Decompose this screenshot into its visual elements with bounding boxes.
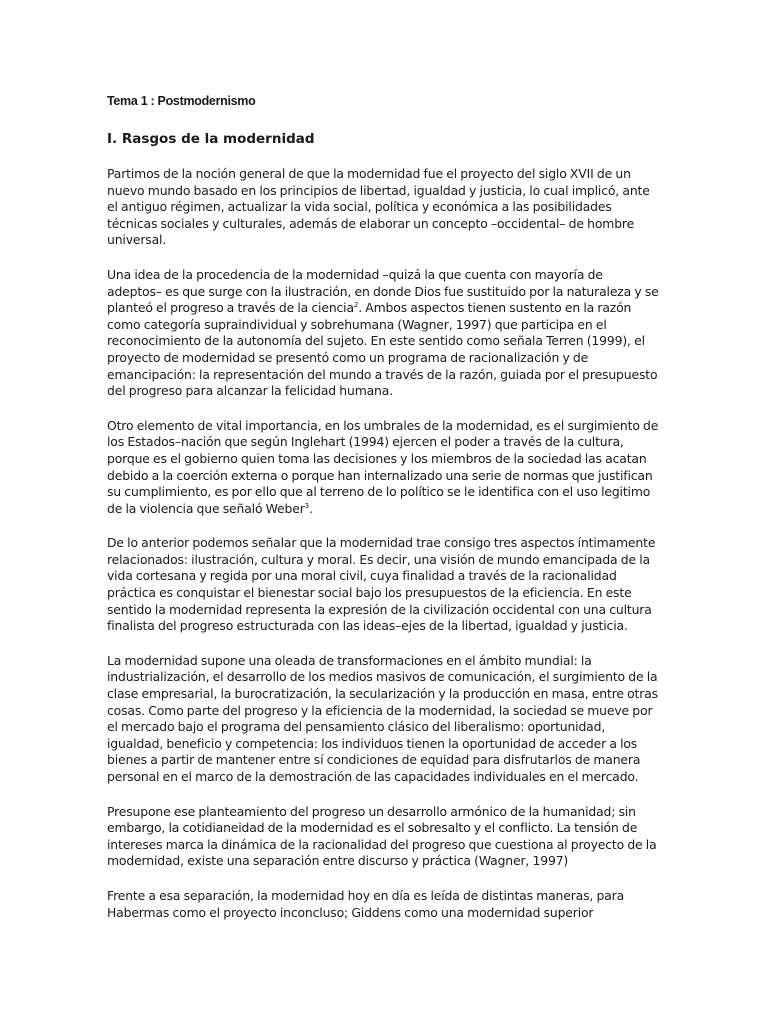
section-heading: I. Rasgos de la modernidad xyxy=(107,131,315,147)
paragraph-text: Presupone ese planteamiento del progreso un desarrollo armónico de la humanidad; sin embargo, la cotidianeidad de la modernidad es el sobresalto y el conflicto. La tensión de intereses marca la dinámica de la racionalidad del progreso que cuestiona al proyecto de la modernidad, existe una separación entre discurso y práctica (Wagner, 1997) xyxy=(107,803,657,869)
footnote-marker: 2 xyxy=(353,301,359,310)
paragraph xyxy=(107,418,660,518)
paragraph-text: . xyxy=(308,500,313,516)
paragraph-text: . Ambos aspectos tienen sustento en la razón como categoría supraindividual y sobrehumana (Wagner, 1997) que participa en el reconocimiento de la autonomía del sujeto. En este sentido como señala Terren (1999), el proyecto de modernidad se presentó como un programa de racionalización y de emancipación: la representación del mundo a través de la razón, guiada por el presupuesto del progreso para alcanzar la felicidad humana. xyxy=(107,300,658,399)
document-page xyxy=(107,92,660,939)
paragraph-text: De lo anterior podemos señalar que la modernidad trae consigo tres aspectos íntimamente relacionados: ilustración, cultura y moral. Es decir, una visión de mundo emancipada de la vida cortesana y regida por una moral civil, cuya finalidad a través de la racionalidad práctica es conquistar el bienestar social bajo los presupuestos de la eficiencia. En este sentido la modernidad representa la expresión de la civilización occidental con una cultura finalista del progreso estructurada con las ideas–ejes de la libertad, igualdad y justicia. xyxy=(107,535,656,634)
paragraph-text: Otro elemento de vital importancia, en los umbrales de la modernidad, es el surgimiento de los Estados–nación que según Inglehart (1994) ejercen el poder a través de la cultura, porque es el gobierno quien toma las decisiones y los miembros de la sociedad las acatan debido a la coerción externa o porque han internalizado una serie de normas que justifican su cumplimiento, es por ello que al terreno de lo político se le identifica con el uso legitimo de la violencia que señaló Weber xyxy=(107,417,659,516)
footnote-marker: 3 xyxy=(304,501,309,510)
paragraph xyxy=(107,653,660,786)
paragraph xyxy=(107,804,660,870)
paragraph-text: La modernidad supone una oleada de transformaciones en el ámbito mundial: la industrialización, el desarrollo de los medios masivos de comunicación, el surgimiento de la clase empresarial, la burocratización, la secularización y la producción en masa, entre otras cosas. Como parte del progreso y la eficiencia de la modernidad, la sociedad se mueve por el mercado bajo el programa del pensamiento clásico del liberalismo: oportunidad, igualdad, beneficio y competencia: los individuos tienen la oportunidad de acceder a los bienes a partir de mantener entre sí condiciones de equidad para disfrutarlos de manera personal en el marco de la demostración de las capacidades individuales en el mercado. xyxy=(107,652,658,784)
paragraph xyxy=(107,267,660,400)
topic-title: Tema 1 : Postmodernismo xyxy=(107,94,256,108)
paragraph-text: Frente a esa separación, la modernidad hoy en día es leída de distintas maneras, para Habermas como el proyecto inconcluso; Giddens como una modernidad superior xyxy=(107,887,625,920)
paragraph xyxy=(107,166,660,249)
paragraph xyxy=(107,535,660,635)
paragraph-text: Partimos de la noción general de que la modernidad fue el proyecto del siglo XVII de un nuevo mundo basado en los principios de libertad, igualdad y justicia, lo cual implicó, ante el antiguo régimen, actualizar la vida social, política y económica a las posibilidades técnicas sociales y culturales, además de elaborar un concepto –occidental– de hombre universal. xyxy=(107,166,650,248)
paragraph xyxy=(107,888,660,921)
paragraph-text: Una idea de la procedencia de la modernidad –quizá la que cuenta con mayoría de adeptos– es que surge con la ilustración, en donde Dios fue sustituido por la naturaleza y se planteó el progreso a través de la ciencia xyxy=(107,266,659,316)
